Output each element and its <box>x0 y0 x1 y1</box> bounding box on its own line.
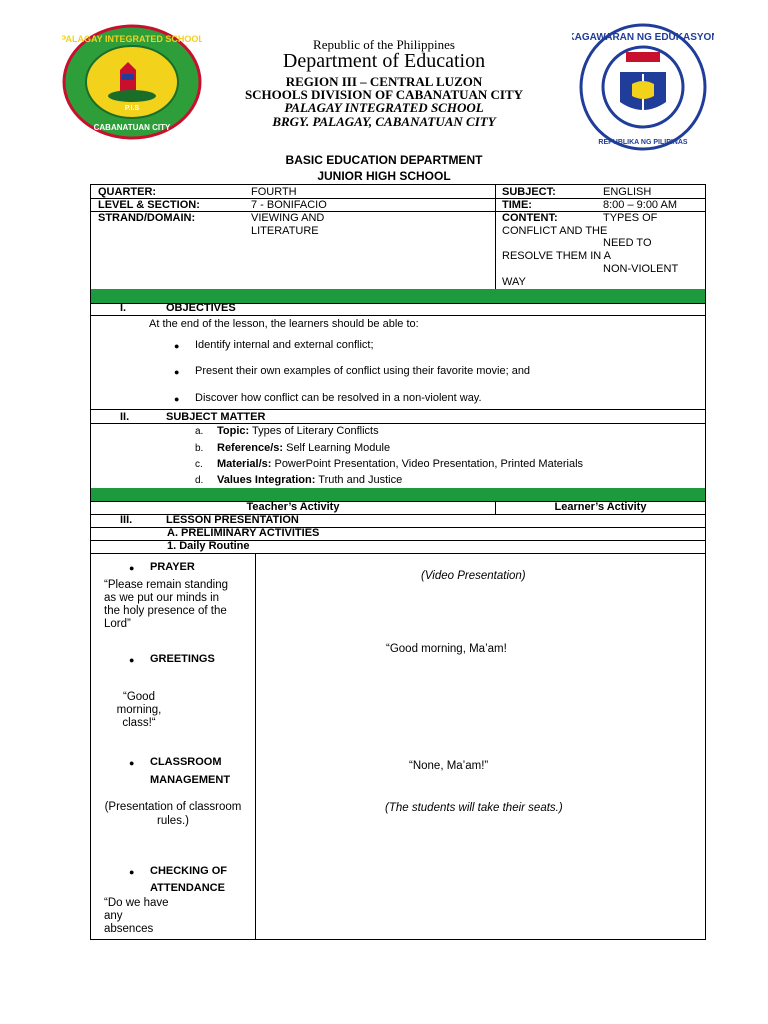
content-line1: TYPES OF <box>603 212 658 224</box>
list-letter: c. <box>195 459 203 470</box>
preliminary-activities: A. PRELIMINARY ACTIVITIES <box>167 527 320 539</box>
bullet-icon: ● <box>129 758 135 768</box>
checking-heading-line2: ATTENDANCE <box>150 882 225 894</box>
lesson-numeral: III. <box>120 514 133 526</box>
subject-matter-title: SUBJECT MATTER <box>166 411 266 423</box>
content-line3: NEED TO <box>603 237 652 249</box>
reference-value: Self Learning Module <box>283 442 391 454</box>
division-line: SCHOOLS DIVISION OF CABANATUAN CITY <box>244 87 524 102</box>
objective-item: Identify internal and external conflict; <box>195 339 374 351</box>
teacher-activity-header: Teacher’s Activity <box>246 501 340 513</box>
bullet-icon: ● <box>174 394 180 404</box>
values-value: Truth and Justice <box>315 474 403 486</box>
level-heading: JUNIOR HIGH SCHOOL <box>317 169 451 183</box>
republic-line: Republic of the Philippines <box>313 37 455 52</box>
content-line4: RESOLVE THEM IN A <box>502 250 612 262</box>
list-letter: d. <box>195 475 204 486</box>
deped-seal-bottom-text: REPUBLIKA NG PILIPINAS <box>598 139 688 146</box>
list-item <box>217 442 390 455</box>
quarter-label: QUARTER: <box>98 186 157 198</box>
content-line2: CONFLICT AND THE <box>502 225 608 237</box>
daily-routine: 1. Daily Routine <box>167 540 250 552</box>
lesson-title: LESSON PRESENTATION <box>166 514 299 526</box>
absence-text: any <box>104 910 123 922</box>
objectives-numeral: I. <box>120 302 127 314</box>
list-item <box>217 458 583 471</box>
section-divider-band <box>91 488 705 502</box>
bullet-icon: ● <box>174 341 180 351</box>
time-value: 8:00 – 9:00 AM <box>603 199 677 211</box>
prayer-heading: PRAYER <box>150 561 195 573</box>
objective-item: Discover how conflict can be resolved in a non-violent way. <box>195 392 482 404</box>
prayer-text: the holy presence of the <box>104 605 227 617</box>
bullet-icon: ● <box>129 867 135 877</box>
values-label: Values Integration: <box>217 474 316 486</box>
deped-seal-logo <box>572 22 714 152</box>
learner-none-response: “None, Ma’am!” <box>409 760 489 772</box>
list-item <box>217 425 379 438</box>
greeting-text: class!“ <box>122 717 156 729</box>
video-presentation-note: (Video Presentation) <box>421 570 526 582</box>
time-label: TIME: <box>502 199 532 211</box>
objective-item: Present their own examples of conflict using their favorite movie; and <box>195 365 531 377</box>
materials-value: PowerPoint Presentation, Video Presentation, Printed Materials <box>271 458 584 470</box>
content-line6: WAY <box>502 276 526 288</box>
learner-greeting: “Good morning, Ma’am! <box>386 643 507 655</box>
content-line5: NON-VIOLENT <box>603 263 679 275</box>
list-letter: b. <box>195 443 204 454</box>
content-label: CONTENT: <box>502 212 558 224</box>
absence-text: absences <box>104 923 154 935</box>
bullet-icon: ● <box>174 367 180 377</box>
topic-value: Types of Literary Conflicts <box>249 425 379 437</box>
presentation-text: rules.) <box>157 815 189 827</box>
greetings-heading: GREETINGS <box>150 653 215 665</box>
prayer-text: as we put our minds in <box>104 592 220 604</box>
prayer-text: Lord” <box>104 618 131 630</box>
list-letter: a. <box>195 426 204 437</box>
school-seal-bottom-text: CABANATUAN CITY <box>93 123 171 132</box>
bullet-icon: ● <box>129 655 135 665</box>
greeting-text: morning, <box>116 704 162 716</box>
quarter-value: FOURTH <box>251 186 297 198</box>
classroom-heading-line1: CLASSROOM <box>150 756 222 768</box>
school-seal-center-text: P.I.S <box>124 105 140 112</box>
subject-value: ENGLISH <box>603 186 652 198</box>
bullet-icon: ● <box>129 563 135 573</box>
lesson-plan-table <box>90 184 706 940</box>
learner-seats-note: (The students will take their seats.) <box>385 802 563 814</box>
prayer-text: “Please remain standing <box>104 579 229 591</box>
deped-seal-ring-text: KAGAWARAN NG EDUKASYON <box>572 32 714 43</box>
objectives-intro: At the end of the lesson, the learners should be able to: <box>149 318 419 330</box>
topic-label: Topic: <box>217 425 250 437</box>
school-seal-logo <box>62 24 202 140</box>
objectives-title: OBJECTIVES <box>166 302 236 314</box>
school-seal-ring-text: PALAGAY INTEGRATED SCHOOL <box>62 34 202 44</box>
strand-value-line1: VIEWING AND <box>251 212 325 224</box>
list-item <box>217 474 402 487</box>
region-line: REGION III – CENTRAL LUZON <box>285 74 483 89</box>
subject-matter-numeral: II. <box>120 411 130 423</box>
school-line: PALAGAY INTEGRATED SCHOOL <box>284 100 484 115</box>
strand-label: STRAND/DOMAIN: <box>98 212 196 224</box>
section-divider-band <box>91 289 705 303</box>
address-line: BRGY. PALAGAY, CABANATUAN CITY <box>272 114 496 129</box>
classroom-heading-line2: MANAGEMENT <box>150 774 231 786</box>
checking-heading-line1: CHECKING OF <box>150 865 227 877</box>
department-heading: BASIC EDUCATION DEPARTMENT <box>285 153 483 167</box>
level-label: LEVEL & SECTION: <box>98 199 200 211</box>
learner-activity-header: Learner’s Activity <box>554 501 647 513</box>
absence-text: “Do we have <box>104 897 169 909</box>
greeting-text: “Good <box>123 691 155 703</box>
presentation-text: (Presentation of classroom <box>104 801 242 813</box>
strand-value-line2: LITERATURE <box>251 225 319 237</box>
reference-label: Reference/s: <box>217 442 284 454</box>
level-value: 7 - BONIFACIO <box>251 199 327 211</box>
subject-label: SUBJECT: <box>502 186 556 198</box>
department-title: Department of Education <box>282 50 486 72</box>
materials-label: Material/s: <box>217 458 272 470</box>
